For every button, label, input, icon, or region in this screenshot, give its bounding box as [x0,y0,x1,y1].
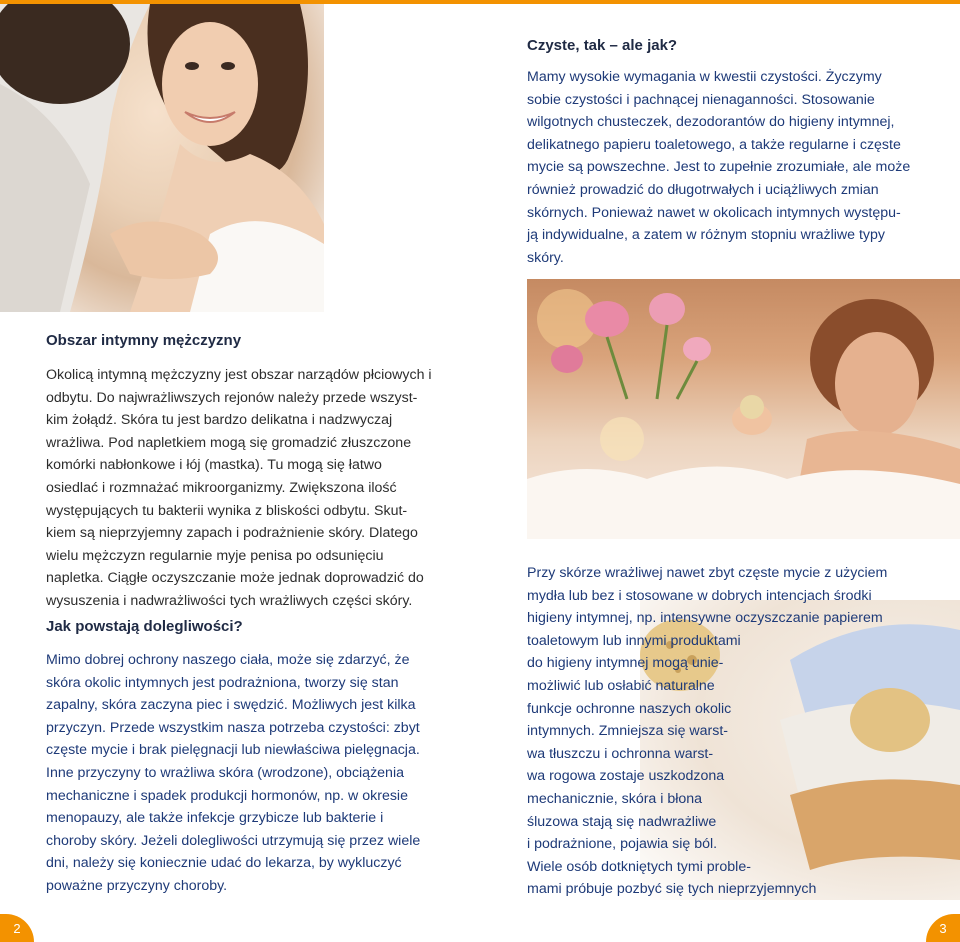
right-intro-line: sobie czystości i pachnącej nienaganności. Stosowanie [527,91,875,108]
paragraph-line: skóra okolic intymnych jest podrażniona, tworzy się stan [46,674,399,691]
right-intro-line: Mamy wysokie wymagania w kwestii czystości. Życzymy [527,69,882,85]
paragraph-line: wa tłuszczu i ochronna warst- [527,745,714,762]
page-number-right: 3 [926,914,960,942]
paragraph-line: intymnych. Zmniejsza się warst- [527,723,729,740]
paragraph-line: wa rogowa zostaje uszkodzona [527,768,725,785]
paragraph-line: toaletowym lub innymi produktami [527,632,741,649]
causes-paragraph [46,649,466,898]
paragraph-line: przyczyn. Przede wszystkim nasza potrzeba czystości: zbyt [46,719,420,736]
paragraph-line: śluzowa stają się nadwrażliwe [527,813,717,830]
paragraph-line: choroby skóry. Jeżeli dolegliwości utrzymują się przez wiele [46,832,421,849]
paragraph-line: możliwić lub osłabić naturalne [527,677,715,694]
right-intro-line: skóry. [527,249,564,266]
couple-illustration [0,4,324,312]
page-number-left: 2 [0,914,34,942]
paragraph-line: higieny intymnej, np. intensywne oczyszczanie papierem [527,610,883,627]
bath-illustration [527,279,960,539]
right-intro-line: ją indywidualne, a zatem w różnym stopniu wrażliwe typy [527,227,885,244]
paragraph-line: częste mycie i brak pielęgnacji lub niewłaściwa pielęgnacja. [46,742,420,759]
paragraph-line: występujących tu bakterii wynika z bliskości odbytu. Skut- [46,502,408,519]
paragraph-line: wielu mężczyzn regularnie myje penisa po odsunięciu [46,547,384,564]
right-page-title: Czyste, tak – ale jak? [527,37,678,54]
right-intro-line: również prowadzić do długotrwałych i uciążliwych zmian [527,181,879,198]
paragraph-line: kim żołądź. Skóra tu jest bardzo delikatna i nadzwyczaj [46,412,393,429]
paragraph-line: mami próbuje pozbyć się tych nieprzyjemnych [527,881,817,898]
paragraph-line: osiedlać i rozmnażać mikroorganizmy. Zwiększona ilość [46,479,397,496]
male-intimate-area-paragraph [46,364,456,613]
right-intro-paragraph [527,66,947,269]
paragraph-line: i podrażnione, pojawia się ból. [527,836,718,853]
paragraph-line: do higieny intymnej mogą unie- [527,655,724,672]
paragraph-line: Przy skórze wrażliwej nawet zbyt częste mycie z użyciem [527,565,888,581]
right-intro-line: skórnych. Ponieważ nawet w okolicach intymnych występu- [527,204,901,221]
paragraph-line: zapalny, skóra zaczyna piec i swędzić. Możliwych jest kilka [46,697,416,714]
paragraph-line: Wiele osób dotkniętych tymi proble- [527,858,751,875]
paragraph-line: wrażliwa. Pod napletkiem mogą się gromadzić złuszczone [46,434,412,451]
paragraph-line: mydła lub bez i stosowane w dobrych intencjach środki [527,587,872,604]
paragraph-line: odbytu. Do najwrażliwszych rejonów należy przede wszyst- [46,389,418,406]
paragraph-line: Okolicą intymną mężczyzny jest obszar narządów płciowych i [46,367,432,383]
paragraph-line: Inne przyczyny to wrażliwa skóra (wrodzone), obciążenia [46,764,404,781]
paragraph-line: Mimo dobrej ochrony naszego ciała, może się zdarzyć, że [46,652,410,668]
section-heading-causes: Jak powstają dolegliwości? [46,618,243,635]
section-heading-male-intimate-area: Obszar intymny mężczyzny [46,332,242,349]
paragraph-line: dni, należy się koniecznie udać do lekarza, by wykluczyć [46,855,402,872]
sensitive-skin-paragraph [527,562,947,901]
right-intro-line: mycie są powszechne. Jest to zupełnie zrozumiałe, ale może [527,159,911,176]
paragraph-line: poważne przyczyny choroby. [46,877,228,894]
paragraph-line: mechanicznie, skóra i błona [527,790,703,807]
paragraph-line: komórki nabłonkowe i łój (mastka). Tu mogą się łatwo [46,457,382,474]
paragraph-line: wysuszenia i nadwrażliwości tych wrażliwych części skóry. [46,592,413,609]
paragraph-line: menopauzy, ale także infekcje grzybicze lub bakterie i [46,810,384,827]
right-intro-line: delikatnego papieru toaletowego, a także regularne i częste [527,136,901,153]
paragraph-line: funkcje ochronne naszych okolic [527,700,732,717]
paragraph-line: mechaniczne i spadek produkcji hormonów, np. w okresie [46,787,408,804]
bath-woman-photo [527,279,960,539]
couple-embrace-photo [0,4,324,312]
paragraph-line: kiem są nieprzyjemny zapach i podrażnienie skóry. Dlatego [46,525,418,542]
right-intro-line: wilgotnych chusteczek, dezodorantów do higieny intymnej, [527,114,895,131]
paragraph-line: napletka. Ciągłe oczyszczanie może jednak doprowadzić do [46,570,424,587]
